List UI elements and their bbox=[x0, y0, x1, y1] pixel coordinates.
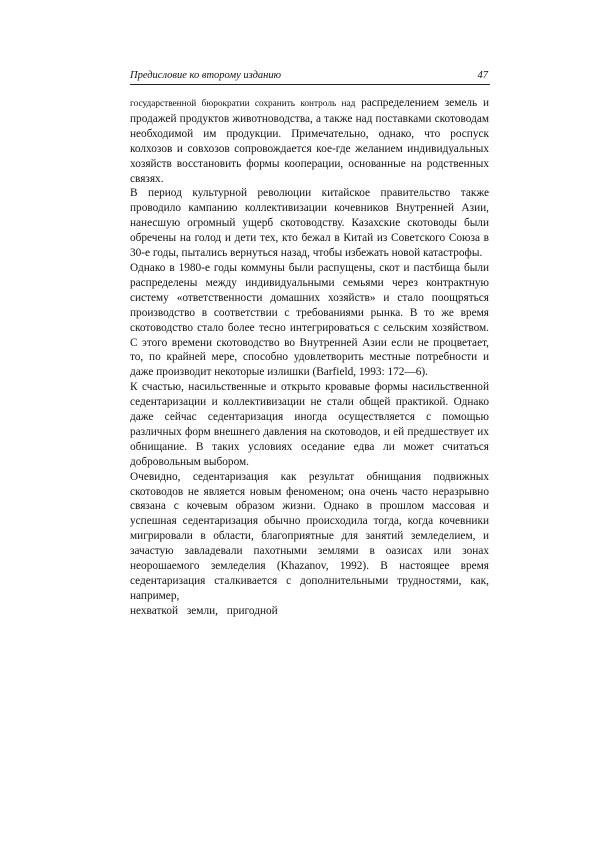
paragraph-5: Очевидно, седентаризация как результат обнищания подвижных скотоводов не является новым феноменом; она очень часто неразрывно связана с кочевым образом жизни. Однако в прошлом массовая и успешная седентаризация обычно происходила тогда, когда кочевники мигрировали в области, благоприятные для занятий земледелием, и зачастую завладевали пахотными землями в оазисах или зонах неорошаемого земледелия (Khazanov, 1992). В настоящее время седентаризация сталкивается с дополнительными трудностями, как, например, bbox=[130, 470, 489, 602]
paragraph-1-small-start: государственной бюрократии сохранить контроль над bbox=[130, 99, 356, 109]
paragraph-5-last-line: нехваткой земли, пригодной bbox=[130, 604, 278, 617]
page-number: 47 bbox=[477, 70, 488, 81]
body-text bbox=[130, 96, 489, 619]
running-head-title: Предисловие ко второму изданию bbox=[130, 70, 281, 81]
paragraph-1-text: распределением земель и продажей продуктов животноводства, а также над поставками скотоводам необходимой им продукции. Примечательно, однако, что роспуск колхозов и совхозов сопровождается кое-где желанием индивидуальных хозяйств восстановить формы кооперации, основанные на родственных связях. bbox=[130, 97, 489, 185]
paragraph-4: К счастью, насильственные и открыто кровавые формы насильственной седентаризации и коллективизации не стали общей практикой. Однако даже сейчас седентаризация иногда осуществляется с помощью различных форм внешнего давления на скотоводов, и ей предшествует их обнищание. В таких условиях оседание едва ли может считаться добровольным выбором. bbox=[130, 381, 489, 468]
paragraph-3: Однако в 1980-е годы коммуны были распущены, скот и пастбища были распределены между индивидуальными семьями через контрактную систему «ответственности домашних хозяйств» и стало поощряться производство в соответствии с требованиями рынка. В то же время скотоводство стало более тесно интегрироваться с сельским хозяйством. С этого времени скотоводство во Внутренней Азии если не процветает, то, по крайней мере, способно удовлетворить местные потребности и даже производит некоторые излишки (Barfield, 1993: 172—6). bbox=[130, 261, 489, 379]
paragraph-1 bbox=[130, 96, 489, 186]
running-head bbox=[130, 70, 490, 85]
paragraph-2: В период культурной революции китайское правительство также проводило кампанию коллективизации кочевников Внутренней Азии, нанесшую огромный ущерб скотоводству. Казахские скотоводы были обречены на голод и дети тех, кто бежал в Китай из Советского Союза в 30-е годы, пытались вернуться назад, чтобы избежать новой катастрофы. bbox=[130, 187, 489, 260]
